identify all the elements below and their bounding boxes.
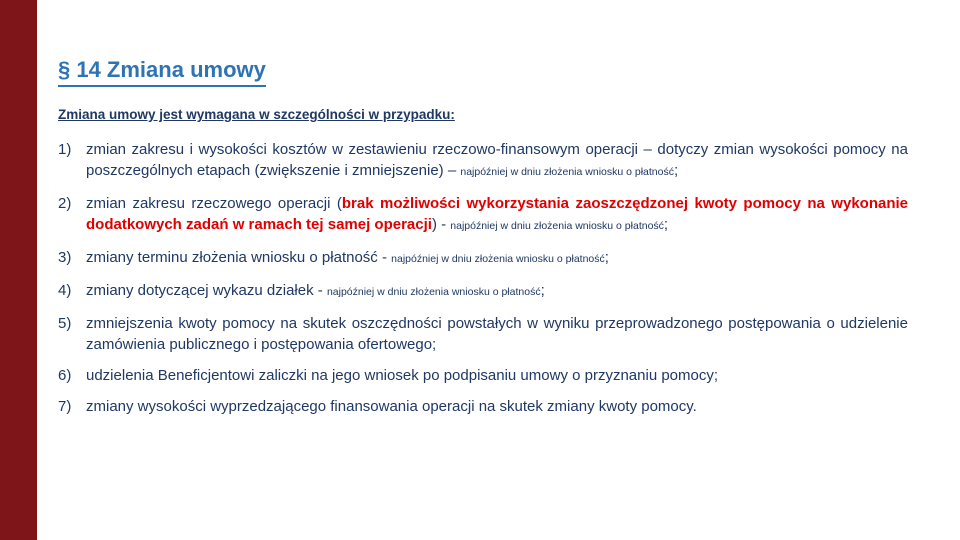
list-item-text <box>86 365 908 386</box>
slide-subtitle: Zmiana umowy jest wymagana w szczególności w przypadku: <box>58 107 455 123</box>
text-segment: zmiany terminu złożenia wniosku o płatność - <box>86 249 392 267</box>
text-segment: najpóźniej w dniu złożenia wniosku o płatność <box>460 166 674 179</box>
slide-title: § 14 Zmiana umowy <box>58 58 266 87</box>
list-item <box>58 280 908 303</box>
text-segment: zmian zakresu rzeczowego operacji ( <box>86 195 342 213</box>
text-segment: udzielenia Beneficjentowi zaliczki na jego wniosek po podpisaniu umowy o przyznaniu pomocy; <box>86 367 719 385</box>
text-segment: najpóźniej w dniu złożenia wniosku o płatność <box>326 286 541 299</box>
list-item <box>58 313 908 355</box>
list-item <box>58 139 908 183</box>
text-segment: brak możliwości wykorzystania zaoszczędzonej kwoty pomocy na wykonanie dodatkowych zadań w ramach tej samej operacji <box>86 195 908 234</box>
text-segment: zmiany wysokości wyprzedzającego finansowania operacji na skutek zmiany kwoty pomocy. <box>86 398 697 416</box>
text-segment: ; <box>663 216 669 234</box>
text-segment: zmniejszenia kwoty pomocy na skutek oszczędności powstałych w wyniku przeprowadzonego postępowania o udzielenie zamówienia publicznego i postępowania ofertowego; <box>86 315 908 354</box>
list-item-number: 4) <box>58 282 72 300</box>
list-item-text <box>86 193 908 237</box>
list-item-number: 7) <box>58 398 72 416</box>
list-item-number: 6) <box>58 367 72 385</box>
list-item-number: 5) <box>58 315 72 333</box>
text-segment: najpóźniej w dniu złożenia wniosku o płatność <box>450 220 664 233</box>
list-item-text <box>86 313 908 355</box>
list-item-text <box>86 396 908 417</box>
text-segment: zmiany dotyczącej wykazu działek - <box>86 282 327 300</box>
list-item <box>58 396 908 417</box>
list-item <box>58 247 908 270</box>
slide-content <box>58 58 908 427</box>
list-item-number: 1) <box>58 141 72 159</box>
list-item-text <box>86 139 908 183</box>
text-segment: zmian zakresu i wysokości kosztów w zestawieniu rzeczowo-finansowym operacji – dotyczy zmian wysokości pomocy na poszczególnych etapach (zwiększenie i zmniejszenie) – <box>86 141 908 180</box>
text-segment: ; <box>540 282 545 300</box>
list-item-number: 2) <box>58 195 72 213</box>
list-item <box>58 193 908 237</box>
list-item-text <box>86 280 908 303</box>
text-segment: ; <box>604 249 609 267</box>
numbered-list <box>58 139 908 417</box>
left-accent-bar <box>0 0 37 540</box>
list-item-text <box>86 247 908 270</box>
text-segment: ) - <box>431 216 451 234</box>
list-item <box>58 365 908 386</box>
list-item-number: 3) <box>58 249 72 267</box>
text-segment: ; <box>674 162 679 180</box>
text-segment: najpóźniej w dniu złożenia wniosku o płatność <box>391 253 605 266</box>
